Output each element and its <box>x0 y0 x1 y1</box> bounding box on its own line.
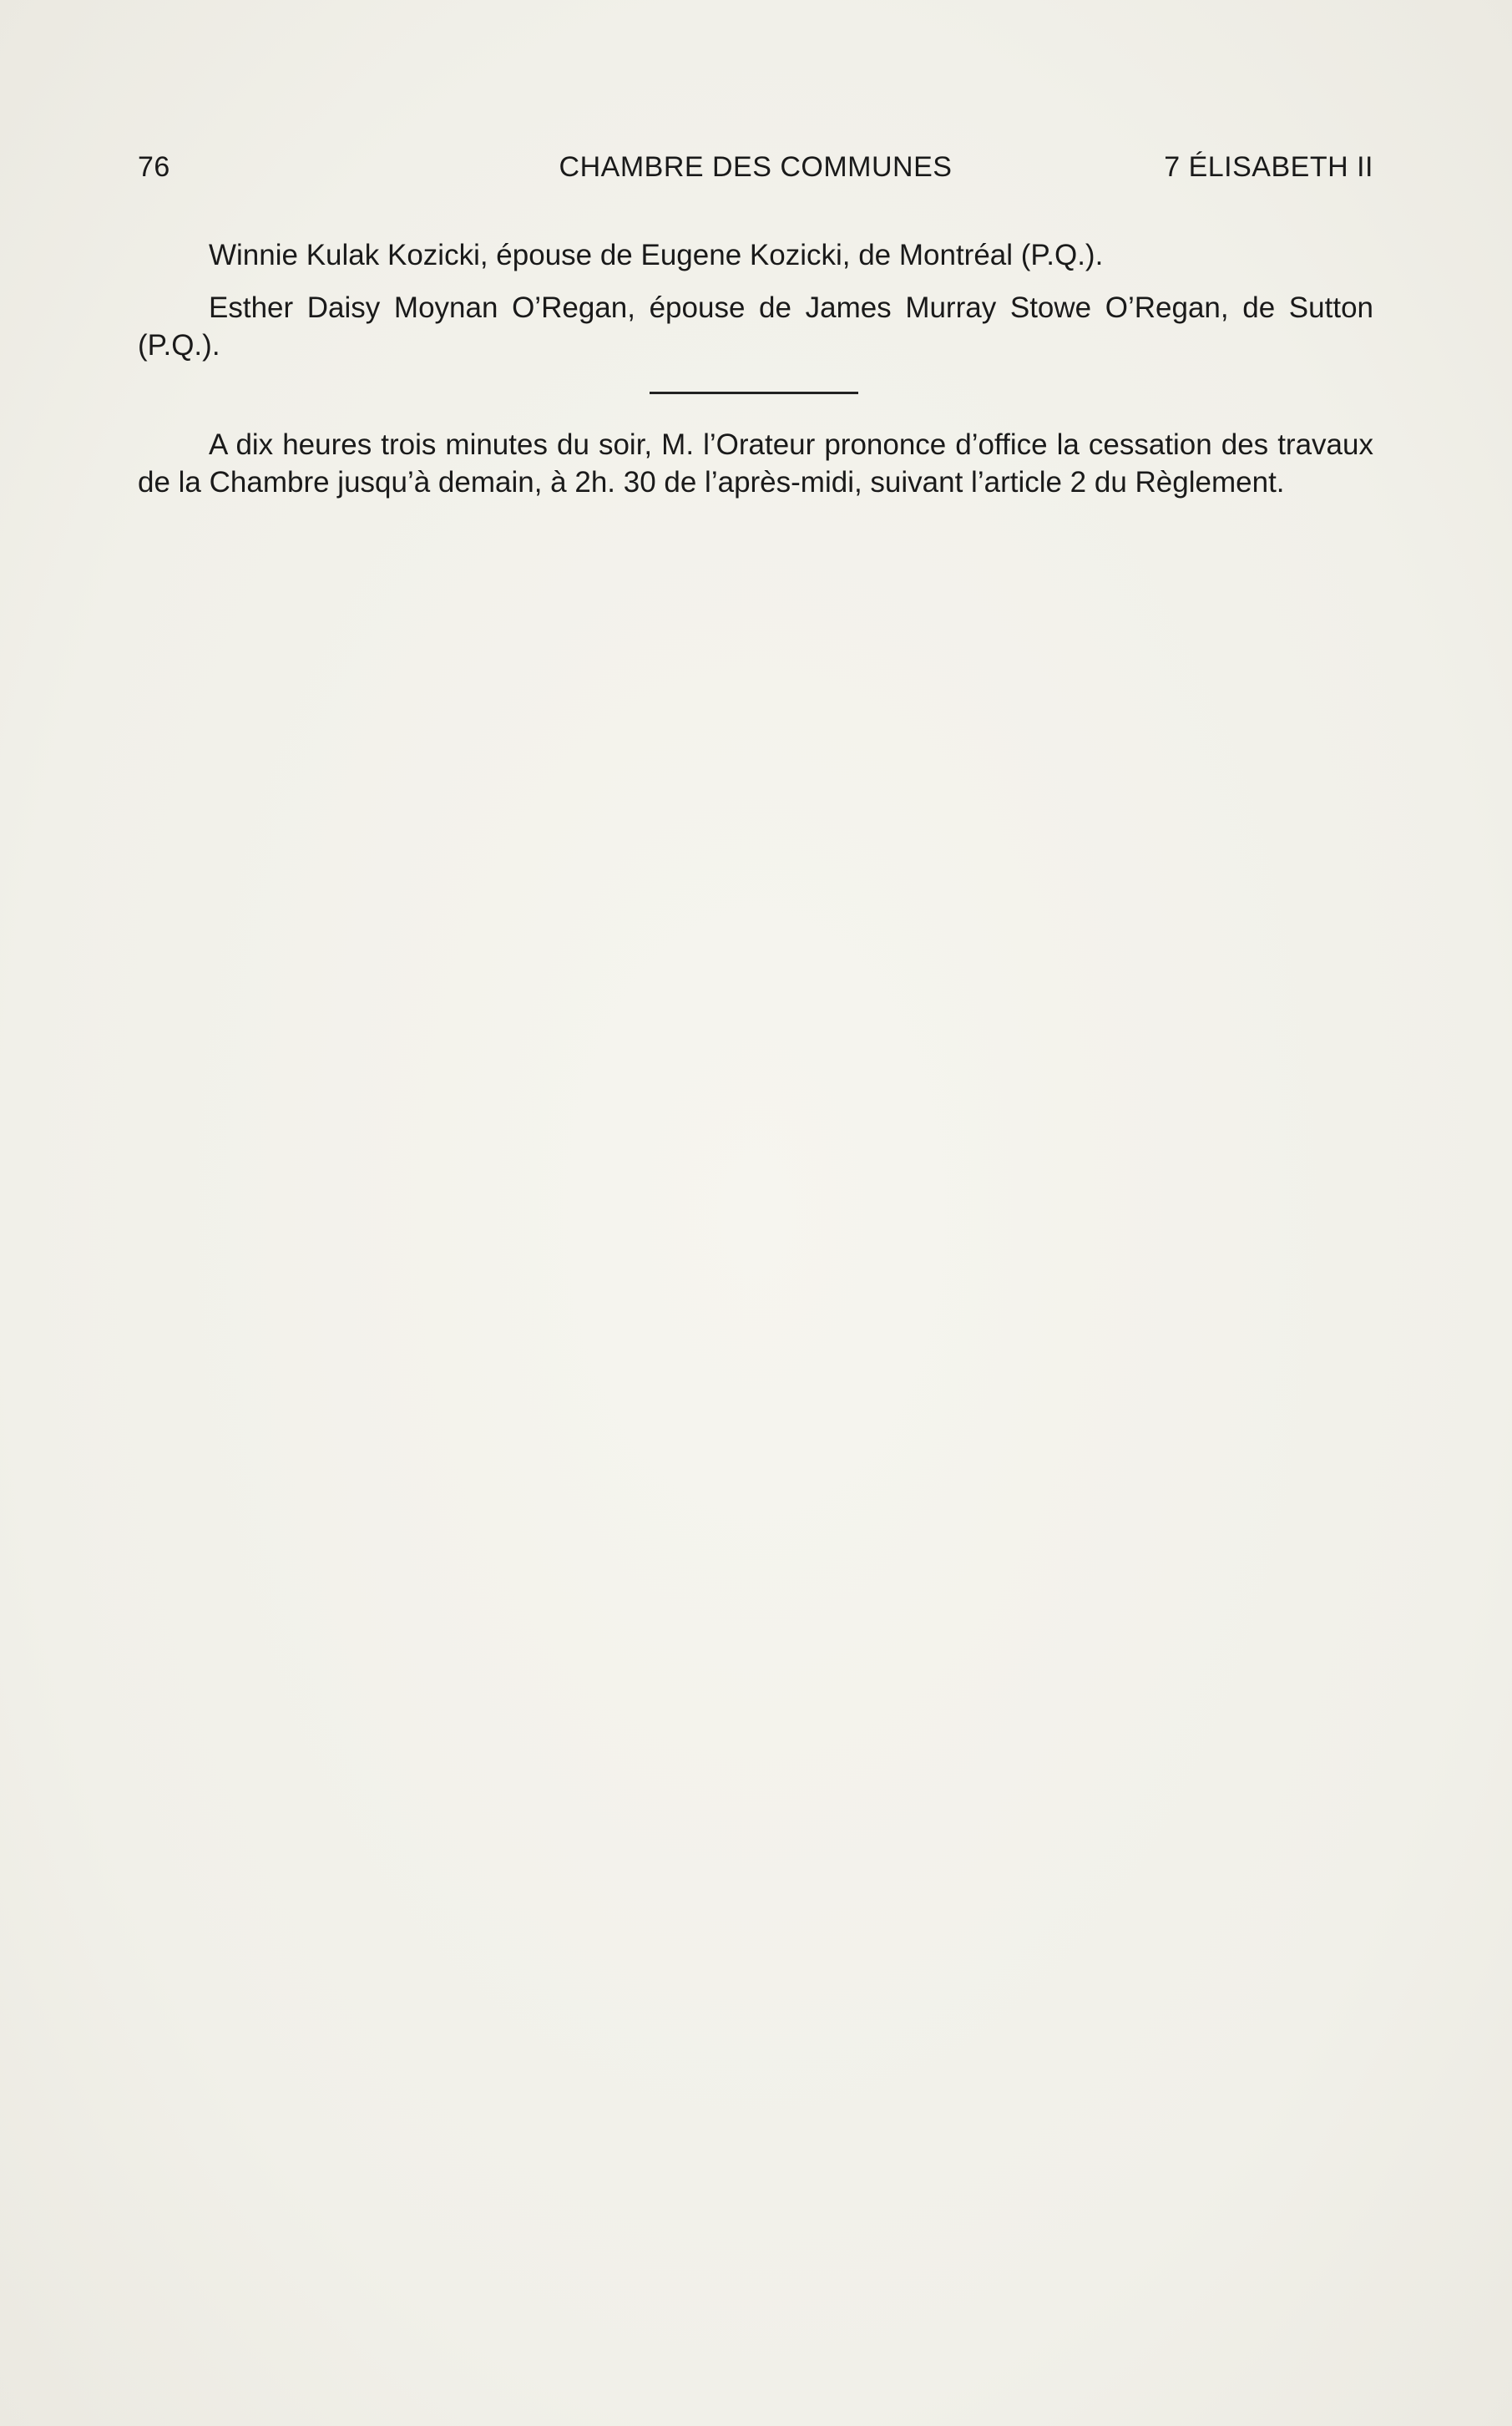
page-number: 76 <box>138 151 170 183</box>
page-header <box>138 146 1373 188</box>
divorce-petition-entries <box>138 236 1373 364</box>
adjournment-notice <box>138 426 1373 501</box>
regnal-year: 7 ÉLISABETH II <box>1164 151 1373 183</box>
entry-paragraph: Winnie Kulak Kozicki, épouse de Eugene Kozicki, de Montréal (P.Q.). <box>209 239 1104 271</box>
entry-paragraph: Esther Daisy Moynan O’Regan, épouse de James Murray Stowe O’Regan, de Sutton (P.Q.). <box>138 291 1373 362</box>
running-title: CHAMBRE DES COMMUNES <box>559 151 953 183</box>
section-divider <box>650 392 858 394</box>
closing-paragraph: A dix heures trois minutes du soir, M. l’Orateur prononce d’office la cessation des travaux de la Chambre jusqu’à demain, à 2h. 30 de l’après-midi, suivant l’article 2 du Règlement. <box>138 428 1373 499</box>
